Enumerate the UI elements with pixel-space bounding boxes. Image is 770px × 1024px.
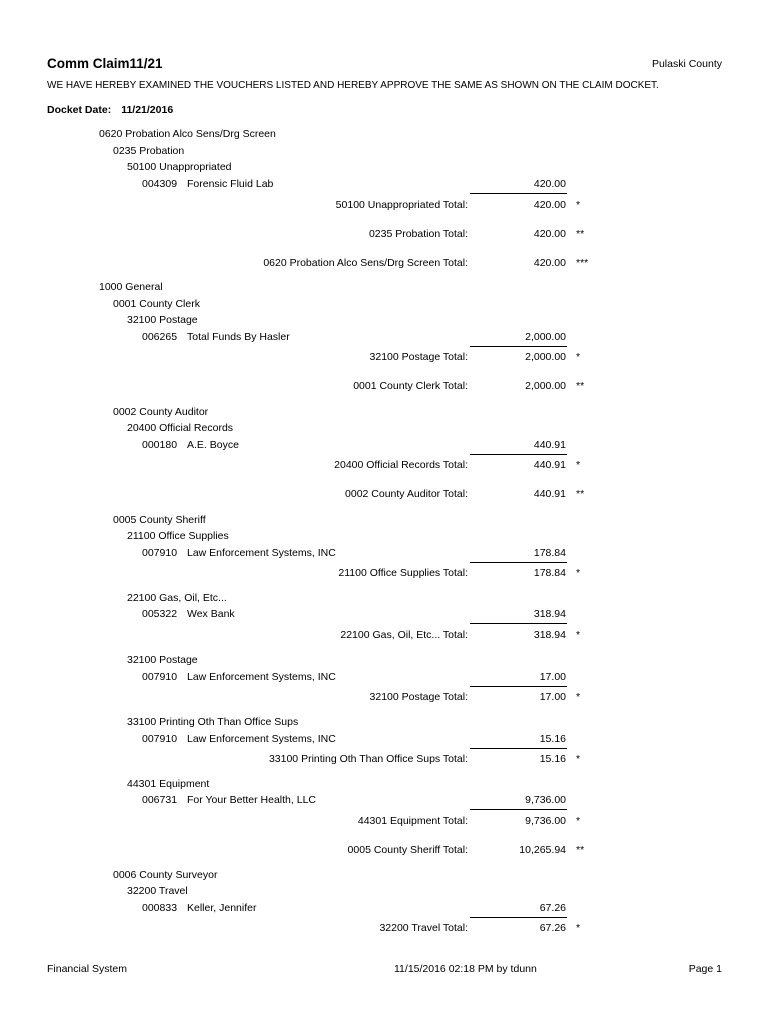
department-total-label: 0235 Probation Total: [368,228,468,240]
vendor-amount: 420.00 [533,178,566,190]
department-total-amount: 2,000.00 [525,380,566,392]
total-level-marker: * [576,199,581,211]
total-level-marker: ** [576,228,585,240]
subtotal-rule [470,623,567,624]
account-total-amount: 178.84 [533,567,566,579]
vendor-name: Forensic Fluid Lab [187,178,274,190]
account-total-amount: 15.16 [539,753,566,765]
docket-date [47,104,173,116]
account-heading: 44301 Equipment [127,778,210,790]
account-heading: 33100 Printing Oth Than Office Sups [127,716,299,728]
fund-heading: 1000 General [99,281,163,293]
vendor-name: Keller, Jennifer [187,902,257,914]
subtotal-rule [470,809,567,810]
account-total-amount: 440.91 [533,459,566,471]
docket-date-value: 11/21/2016 [121,104,174,116]
account-heading: 22100 Gas, Oil, Etc... [127,592,227,604]
vendor-name: Law Enforcement Systems, INC [187,547,336,559]
vendor-amount: 440.91 [533,439,566,451]
vendor-amount: 17.00 [539,671,566,683]
vendor-id: 007910 [142,733,178,745]
account-heading: 50100 Unappropriated [127,161,232,173]
vendor-id: 000180 [142,439,178,451]
account-heading: 20400 Official Records [127,422,234,434]
total-level-marker: * [576,815,581,827]
account-total-amount: 2,000.00 [525,351,566,363]
account-total-amount: 420.00 [533,199,566,211]
vendor-name: A.E. Boyce [187,439,239,451]
account-total-amount: 67.26 [539,922,566,934]
total-level-marker: *** [576,257,589,269]
account-total-amount: 9,736.00 [525,815,566,827]
total-level-marker: * [576,629,581,641]
total-level-marker: * [576,567,581,579]
account-total-label: 33100 Printing Oth Than Office Sups Total: [268,753,468,765]
subtotal-rule [470,686,567,687]
fund-heading: 0620 Probation Alco Sens/Drg Screen [99,128,276,140]
total-level-marker: ** [576,488,585,500]
footer-system-name: Financial System [47,963,127,975]
vendor-name: Wex Bank [187,608,235,620]
docket-date-label: Docket Date: [47,104,112,116]
account-heading: 21100 Office Supplies [127,530,229,542]
footer-page-number: Page 1 [688,963,722,975]
account-total-label: 21100 Office Supplies Total: [338,567,468,579]
account-heading: 32100 Postage [127,654,198,666]
total-level-marker: * [576,753,581,765]
account-total-label: 50100 Unappropriated Total: [335,199,468,211]
vendor-amount: 2,000.00 [525,331,566,343]
account-total-label: 44301 Equipment Total: [357,815,468,827]
total-level-marker: * [576,922,581,934]
department-total-label: 0005 County Sheriff Total: [347,844,468,856]
total-level-marker: * [576,351,581,363]
total-level-marker: ** [576,380,585,392]
account-total-label: 32100 Postage Total: [369,351,468,363]
department-total-amount: 10,265.94 [519,844,566,856]
subtotal-rule [470,454,567,455]
vendor-name: Law Enforcement Systems, INC [187,733,336,745]
county-name: Pulaski County [651,58,722,70]
account-total-label: 32100 Postage Total: [369,691,468,703]
vendor-id: 004309 [142,178,178,190]
account-total-amount: 17.00 [539,691,566,703]
department-heading: 0235 Probation [113,145,185,157]
footer-print-stamp: 11/15/2016 02:18 PM by tdunn [394,963,537,975]
vendor-id: 007910 [142,547,178,559]
subtotal-rule [470,193,567,194]
fund-total-amount: 420.00 [533,257,566,269]
vendor-id: 006265 [142,331,178,343]
vendor-name: For Your Better Health, LLC [187,794,316,806]
subtotal-rule [470,346,567,347]
department-total-label: 0002 County Auditor Total: [345,488,468,500]
total-level-marker: ** [576,844,585,856]
vendor-name: Total Funds By Hasler [187,331,290,343]
account-total-label: 22100 Gas, Oil, Etc... Total: [340,629,468,641]
vendor-id: 006731 [142,794,178,806]
department-total-label: 0001 County Clerk Total: [353,380,468,392]
department-total-amount: 440.91 [533,488,566,500]
account-total-label: 32200 Travel Total: [379,922,468,934]
total-level-marker: * [576,459,581,471]
account-heading: 32100 Postage [127,314,198,326]
total-level-marker: * [576,691,581,703]
department-total-amount: 420.00 [533,228,566,240]
department-heading: 0002 County Auditor [113,406,209,418]
vendor-amount: 67.26 [539,902,566,914]
vendor-name: Law Enforcement Systems, INC [187,671,336,683]
department-heading: 0005 County Sheriff [113,514,206,526]
vendor-id: 000833 [142,902,178,914]
vendor-amount: 318.94 [533,608,566,620]
vendor-amount: 178.84 [533,547,566,559]
vendor-amount: 9,736.00 [525,794,566,806]
report-title: Comm Claim11/21 [47,56,163,71]
subtotal-rule [470,748,567,749]
subtotal-rule [470,917,567,918]
account-heading: 32200 Travel [127,885,188,897]
fund-total-label: 0620 Probation Alco Sens/Drg Screen Total: [263,257,468,269]
subtotal-rule [470,562,567,563]
vendor-id: 007910 [142,671,178,683]
account-total-amount: 318.94 [533,629,566,641]
department-heading: 0006 County Surveyor [113,869,218,881]
vendor-id: 005322 [142,608,178,620]
approval-statement: WE HAVE HEREBY EXAMINED THE VOUCHERS LISTED AND HEREBY APPROVE THE SAME AS SHOWN ON THE CLAIM DOCKET. [47,80,659,91]
account-total-label: 20400 Official Records Total: [334,459,468,471]
vendor-amount: 15.16 [539,733,566,745]
department-heading: 0001 County Clerk [113,298,200,310]
